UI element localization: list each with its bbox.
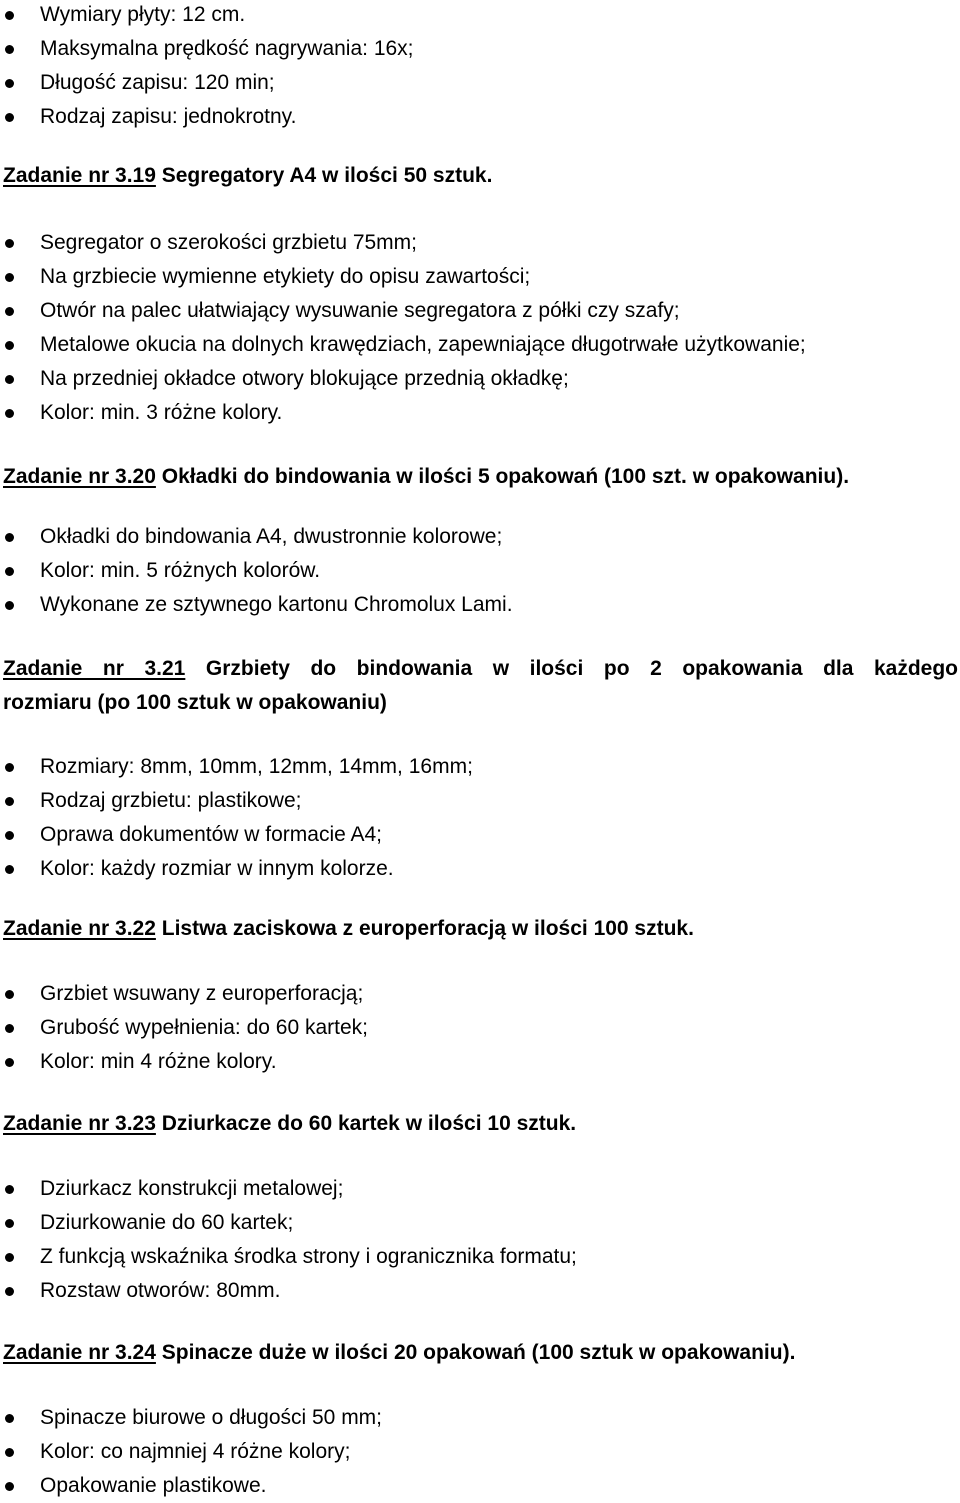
- bullet-icon: [5, 1287, 14, 1296]
- list-item: [0, 226, 806, 260]
- list-item-text: Oprawa dokumentów w formacie A4;: [40, 823, 382, 846]
- list-item: [0, 294, 806, 328]
- list-item: [0, 852, 473, 886]
- list-item: [0, 554, 513, 588]
- list-item: [0, 32, 414, 66]
- bullet-icon: [5, 79, 14, 88]
- bullet-icon: [5, 375, 14, 384]
- task-heading-3-22: [3, 912, 694, 946]
- list-item-text: Otwór na palec ułatwiający wysuwanie segregatora z półki czy szafy;: [40, 299, 680, 322]
- task-heading-3-24: [3, 1336, 795, 1370]
- list-item-text: Opakowanie plastikowe.: [40, 1474, 267, 1497]
- task-title: Segregatory A4 w ilości 50 sztuk.: [155, 164, 493, 187]
- list-item-text: Z funkcją wskaźnika środka strony i ogranicznika formatu;: [40, 1245, 577, 1268]
- bullet-icon: [5, 797, 14, 806]
- list-item-text: Rodzaj zapisu: jednokrotny.: [40, 105, 297, 128]
- list-item-text: Rodzaj grzbietu: plastikowe;: [40, 789, 302, 812]
- list-item: [0, 784, 473, 818]
- task-number: Zadanie nr 3.24: [3, 1341, 156, 1364]
- bullet-icon: [5, 409, 14, 418]
- task-number: Zadanie nr 3.21: [3, 657, 186, 680]
- list-item-text: Metalowe okucia na dolnych krawędziach, zapewniające długotrwałe użytkowanie;: [40, 333, 806, 356]
- task-heading-line-2: rozmiaru (po 100 sztuk w opakowaniu): [3, 691, 387, 714]
- list-item: [0, 1274, 577, 1308]
- list-top: [0, 0, 414, 134]
- list-item: [0, 1011, 368, 1045]
- bullet-icon: [5, 990, 14, 999]
- list-item: [0, 750, 473, 784]
- bullet-icon: [5, 1185, 14, 1194]
- task-title: Spinacze duże w ilości 20 opakowań (100 sztuk w opakowaniu).: [155, 1341, 796, 1364]
- list-item: [0, 1240, 577, 1274]
- list-item-text: Rozmiary: 8mm, 10mm, 12mm, 14mm, 16mm;: [40, 755, 473, 778]
- task-heading-3-20: [3, 460, 849, 494]
- task-title: Dziurkacze do 60 kartek w ilości 10 sztuk.: [155, 1112, 577, 1135]
- task-title: Grzbiety do bindowania w ilości po 2 opakowania dla każdego: [185, 657, 958, 680]
- task-heading-3-19: [3, 159, 492, 193]
- list-task-3-24: [0, 1401, 382, 1503]
- list-item: [0, 588, 513, 622]
- list-item-text: Kolor: min. 3 różne kolory.: [40, 401, 283, 424]
- list-item-text: Wykonane ze sztywnego kartonu Chromolux Lami.: [40, 593, 513, 616]
- task-number: Zadanie nr 3.20: [3, 465, 156, 488]
- list-item: [0, 1469, 382, 1503]
- list-item: [0, 0, 414, 32]
- list-item: [0, 362, 806, 396]
- list-item: [0, 1172, 577, 1206]
- list-item-text: Kolor: min 4 różne kolory.: [40, 1050, 277, 1073]
- bullet-icon: [5, 865, 14, 874]
- bullet-icon: [5, 1219, 14, 1228]
- list-task-3-20: [0, 520, 513, 622]
- list-item: [0, 260, 806, 294]
- list-item: [0, 100, 414, 134]
- bullet-icon: [5, 273, 14, 282]
- list-item-text: Grzbiet wsuwany z europerforacją;: [40, 982, 364, 1005]
- list-task-3-22: [0, 977, 368, 1079]
- list-item: [0, 520, 513, 554]
- list-item: [0, 818, 473, 852]
- list-task-3-19: [0, 226, 806, 430]
- task-number: Zadanie nr 3.23: [3, 1112, 156, 1135]
- task-heading-line-1: [3, 652, 958, 686]
- task-title: Listwa zaciskowa z europerforacją w ilości 100 sztuk.: [155, 917, 694, 940]
- list-item-text: Kolor: min. 5 różnych kolorów.: [40, 559, 321, 582]
- bullet-icon: [5, 533, 14, 542]
- bullet-icon: [5, 341, 14, 350]
- list-item-text: Na grzbiecie wymienne etykiety do opisu zawartości;: [40, 265, 531, 288]
- list-item-text: Dziurkowanie do 60 kartek;: [40, 1211, 294, 1234]
- list-item: [0, 396, 806, 430]
- list-item: [0, 66, 414, 100]
- bullet-icon: [5, 1482, 14, 1491]
- bullet-icon: [5, 113, 14, 122]
- list-item-text: Na przedniej okładce otwory blokujące przednią okładkę;: [40, 367, 569, 390]
- list-item: [0, 1435, 382, 1469]
- bullet-icon: [5, 831, 14, 840]
- bullet-icon: [5, 307, 14, 316]
- list-task-3-21: [0, 750, 473, 886]
- list-item-text: Kolor: każdy rozmiar w innym kolorze.: [40, 857, 394, 880]
- bullet-icon: [5, 567, 14, 576]
- bullet-icon: [5, 45, 14, 54]
- list-item-text: Grubość wypełnienia: do 60 kartek;: [40, 1016, 369, 1039]
- bullet-icon: [5, 1024, 14, 1033]
- list-item-text: Kolor: co najmniej 4 różne kolory;: [40, 1440, 351, 1463]
- bullet-icon: [5, 763, 14, 772]
- task-number: Zadanie nr 3.22: [3, 917, 156, 940]
- bullet-icon: [5, 1414, 14, 1423]
- list-item: [0, 1206, 577, 1240]
- bullet-icon: [5, 601, 14, 610]
- bullet-icon: [5, 1448, 14, 1457]
- task-heading-3-21: [3, 652, 958, 720]
- list-item: [0, 977, 368, 1011]
- list-item-text: Spinacze biurowe o długości 50 mm;: [40, 1406, 383, 1429]
- list-item-text: Rozstaw otworów: 80mm.: [40, 1279, 281, 1302]
- list-item-text: Wymiary płyty: 12 cm.: [40, 3, 246, 26]
- task-number: Zadanie nr 3.19: [3, 164, 156, 187]
- bullet-icon: [5, 239, 14, 248]
- bullet-icon: [5, 1253, 14, 1262]
- bullet-icon: [5, 11, 14, 20]
- list-item-text: Segregator o szerokości grzbietu 75mm;: [40, 231, 418, 254]
- list-task-3-23: [0, 1172, 577, 1308]
- list-item-text: Długość zapisu: 120 min;: [40, 71, 275, 94]
- task-heading-3-23: [3, 1107, 576, 1141]
- list-item: [0, 328, 806, 362]
- list-item: [0, 1045, 368, 1079]
- list-item: [0, 1401, 382, 1435]
- list-item-text: Maksymalna prędkość nagrywania: 16x;: [40, 37, 414, 60]
- task-title: Okładki do bindowania w ilości 5 opakowań (100 szt. w opakowaniu).: [155, 465, 850, 488]
- bullet-icon: [5, 1058, 14, 1067]
- list-item-text: Okładki do bindowania A4, dwustronnie kolorowe;: [40, 525, 503, 548]
- list-item-text: Dziurkacz konstrukcji metalowej;: [40, 1177, 344, 1200]
